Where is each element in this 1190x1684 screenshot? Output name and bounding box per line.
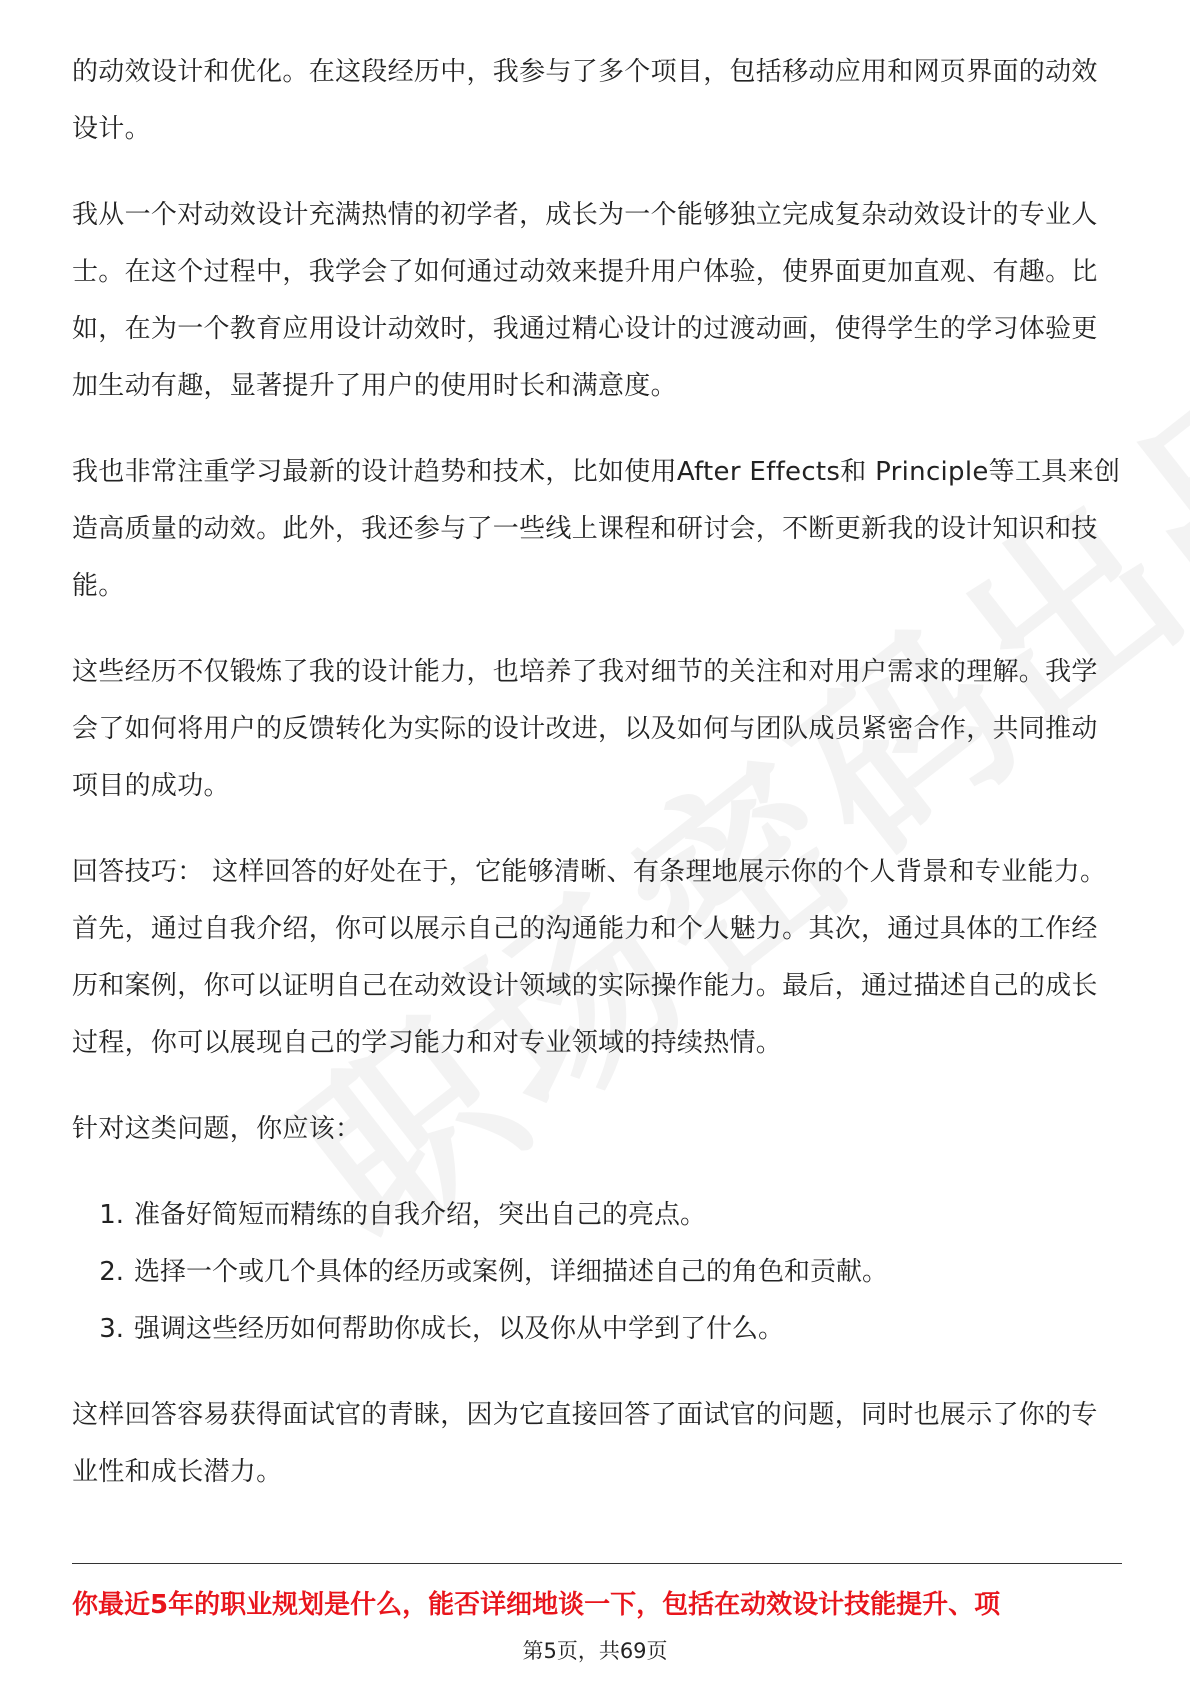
list-item — [72, 1301, 1122, 1358]
list-item — [72, 1244, 1122, 1301]
paragraph-closing: 这样回答容易获得面试官的青睐，因为它直接回答了面试官的问题，同时也展示了你的专业性和成长潜力。 — [72, 1400, 1098, 1487]
list-item — [72, 1187, 1122, 1244]
paragraph-advice-intro: 针对这类问题，你应该： — [72, 1114, 362, 1144]
list-item-text: 选择一个或几个具体的经历或案例，详细描述自己的角色和贡献。 — [134, 1257, 889, 1287]
paragraph-answer-tips: 回答技巧： 这样回答的好处在于，它能够清晰、有条理地展示你的个人背景和专业能力。首先，通过自我介绍，你可以展示自己的沟通能力和个人魅力。其次，通过具体的工作经历和案例，你可以证明自己在动效设计领域的实际操作能力。最后，通过描述自己的成长过程，你可以展现自己的学习能力和对专业领域的持续热情。 — [72, 857, 1107, 1058]
list-item-text: 强调这些经历如何帮助你成长，以及你从中学到了什么。 — [134, 1314, 785, 1344]
list-item-number: 3. — [99, 1314, 124, 1344]
paragraph-experience-intro: 的动效设计和优化。在这段经历中，我参与了多个项目，包括移动应用和网页界面的动效设计。 — [72, 57, 1098, 144]
page-number-footer: 第5页，共69页 — [522, 1639, 668, 1663]
paragraph-skills: 这些经历不仅锻炼了我的设计能力，也培养了我对细节的关注和对用户需求的理解。我学会了如何将用户的反馈转化为实际的设计改进，以及如何与团队成员紧密合作，共同推动项目的成功。 — [72, 657, 1098, 801]
paragraph-learning: 我也非常注重学习最新的设计趋势和技术，比如使用After Effects和 Principle等工具来创造高质量的动效。此外，我还参与了一些线上课程和研讨会，不断更新我的设计知识和技能。 — [72, 457, 1121, 601]
list-item-text: 准备好简短而精练的自我介绍，突出自己的亮点。 — [134, 1200, 707, 1230]
page-content — [72, 44, 1122, 1530]
paragraph-growth: 我从一个对动效设计充满热情的初学者，成长为一个能够独立完成复杂动效设计的专业人士。在这个过程中，我学会了如何通过动效来提升用户体验，使界面更加直观、有趣。比如，在为一个教育应用设计动效时，我通过精心设计的过渡动画，使得学生的学习体验更加生动有趣，显著提升了用户的使用时长和满意度。 — [72, 200, 1098, 401]
list-item-number: 1. — [99, 1200, 124, 1230]
section-divider — [72, 1563, 1122, 1564]
list-item-number: 2. — [99, 1257, 124, 1287]
advice-list — [72, 1187, 1122, 1358]
next-question-heading: 你最近5年的职业规划是什么，能否详细地谈一下，包括在动效设计技能提升、项 — [72, 1590, 1001, 1620]
